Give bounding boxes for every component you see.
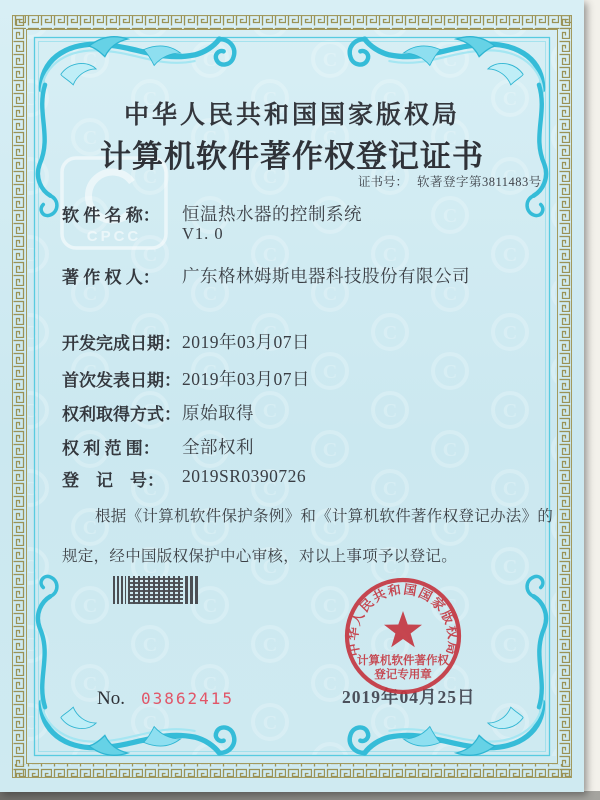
seal-date: 2019年04月25日 (342, 687, 476, 707)
software-version: V1. 0 (182, 224, 224, 243)
field-value: 恒温热水器的控制系统 (182, 204, 362, 224)
field-value: 2019年03月07日 (182, 332, 310, 352)
field-label: 登 记 号： (62, 471, 164, 490)
field-value: 2019SR0390726 (182, 466, 307, 486)
field-row-dev-complete-date (62, 329, 310, 354)
certificate-number-label: 证书号： (358, 175, 409, 189)
serial-label: No. (97, 688, 125, 709)
seal-line2: 登记专用章 (374, 669, 432, 681)
statement-line1: 根据《计算机软件保护条例》和《计算机软件著作权登记办法》的 (95, 508, 554, 525)
field-label: 权利取得方式： (62, 405, 181, 424)
serial-number: 03862415 (140, 689, 235, 708)
field-row-software-name (62, 201, 362, 226)
field-row-rights-scope (62, 434, 254, 459)
issuing-authority: 中华人民共和国国家版权局 (123, 102, 460, 129)
field-row-first-publish-date (62, 366, 310, 391)
seal-line1: 计算机软件著作权 (357, 655, 449, 667)
photo-shadow (0, 791, 600, 800)
field-row-copyright-owner (62, 263, 470, 288)
field-label: 软 件 名 称： (62, 206, 160, 225)
official-seal (341, 574, 465, 698)
field-value: 全部权利 (182, 437, 254, 457)
certificate-number-value: 软著登字第3811483号 (417, 175, 542, 189)
field-value: 广东格林姆斯电器科技股份有限公司 (182, 266, 470, 286)
star-icon (384, 611, 422, 647)
field-row-registration-number (62, 466, 306, 491)
field-label: 开发完成日期： (62, 334, 181, 353)
certificate-title: 计算机软件著作权登记证书 (100, 139, 484, 174)
field-value: 原始取得 (182, 403, 254, 423)
field-value: 2019年03月07日 (182, 369, 310, 389)
field-label: 著 作 权 人： (62, 268, 160, 287)
statement-line2: 规定，经中国版权保护中心审核，对以上事项予以登记。 (62, 548, 458, 565)
certificate-number-row (358, 172, 542, 190)
field-label: 首次发表日期： (62, 371, 181, 390)
barcode-bars-left (113, 576, 126, 604)
barcode-matrix (128, 576, 183, 604)
seal-arc-text: 中华人民共和国国家版权局 (345, 581, 461, 658)
field-label: 权 利 范 围： (62, 439, 160, 458)
barcode-bars-right (185, 576, 200, 604)
cpcc-emboss-label: CPCC (86, 228, 142, 245)
field-row-rights-acquisition (62, 400, 254, 425)
serial-number-row (97, 688, 234, 710)
barcode (113, 576, 201, 604)
